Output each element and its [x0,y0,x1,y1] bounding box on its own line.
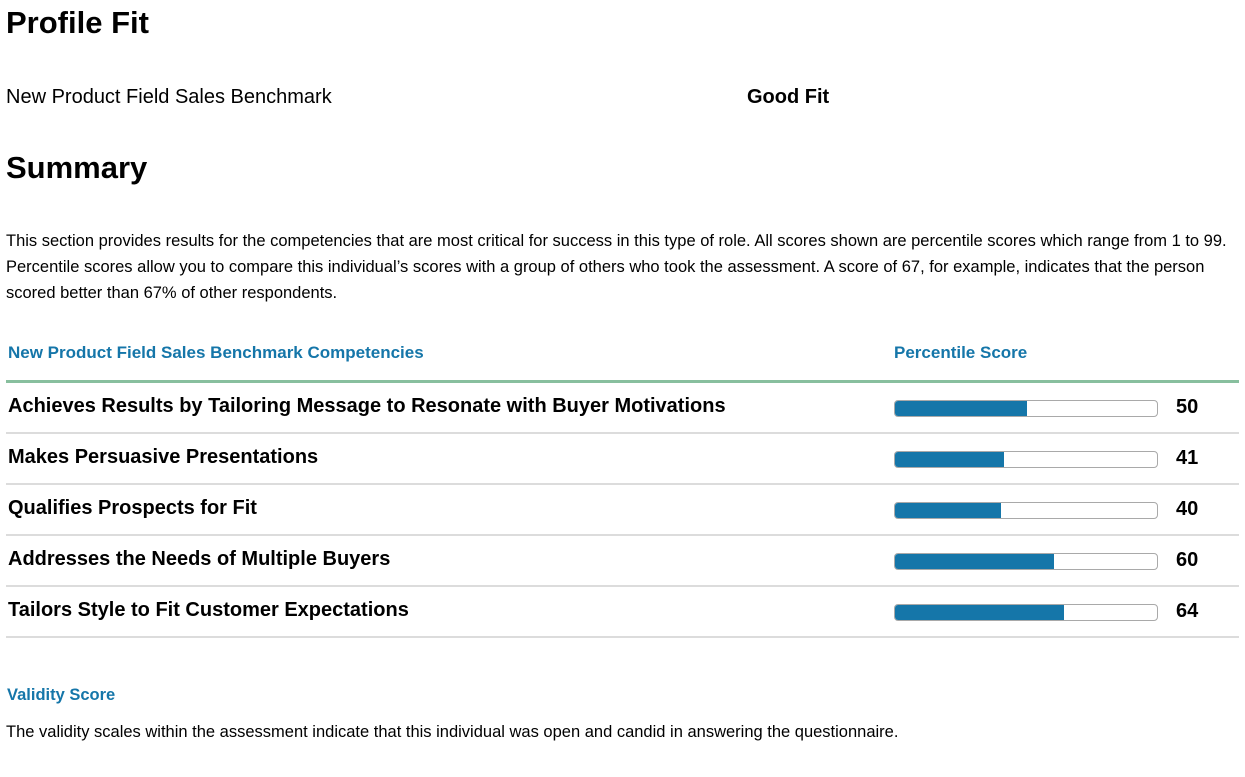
percentile-score: 50 [1176,396,1199,418]
competency-label: Tailors Style to Fit Customer Expectations [8,599,409,621]
summary-title: Summary [6,150,148,185]
validity-score-title: Validity Score [7,686,116,704]
competency-label: Makes Persuasive Presentations [8,446,319,468]
score-bar-fill [895,401,1027,416]
percentile-score: 60 [1176,549,1199,571]
percentile-score: 41 [1176,447,1199,469]
percentile-score: 64 [1176,600,1199,622]
competency-label: Achieves Results by Tailoring Message to Resonate with Buyer Motivations [8,395,726,417]
score-bar-fill [895,605,1064,620]
summary-intro: This section provides results for the competencies that are most critical for success in this type of role. All scores shown are percentile scores which range from 1 to 99. Percentile scores allow you to compare this individual’s scores with a group of others who took the assessment. A score of 67, for example, indicates that the person scored better than 67% of other respondents. [6,232,1227,302]
percentile-score: 40 [1176,498,1199,520]
score-bar-fill [895,503,1001,518]
score-bar-fill [895,554,1054,569]
competency-row [6,587,1239,638]
competency-row [6,536,1239,587]
competency-row [6,434,1239,485]
competency-label: Addresses the Needs of Multiple Buyers [8,548,391,570]
score-bar-track [894,400,1158,417]
profile-fit-row [6,84,1239,110]
fit-result: Good Fit [747,86,830,108]
percentile-score-column-header: Percentile Score [894,343,1028,362]
score-bar-track [894,451,1158,468]
competencies-column-header: New Product Field Sales Benchmark Competencies [8,343,424,362]
score-bar-track [894,553,1158,570]
benchmark-name: New Product Field Sales Benchmark [6,86,332,108]
competency-row [6,485,1239,536]
score-bar-fill [895,452,1004,467]
profile-fit-title: Profile Fit [6,5,149,40]
competency-table-header [6,340,1239,366]
score-bar-track [894,502,1158,519]
competency-label: Qualifies Prospects for Fit [8,497,257,519]
validity-score-text: The validity scales within the assessment indicate that this individual was open and candid in answering the questionnaire. [6,723,899,741]
score-bar-track [894,604,1158,621]
competency-row [6,383,1239,434]
competency-rows [6,383,1239,638]
